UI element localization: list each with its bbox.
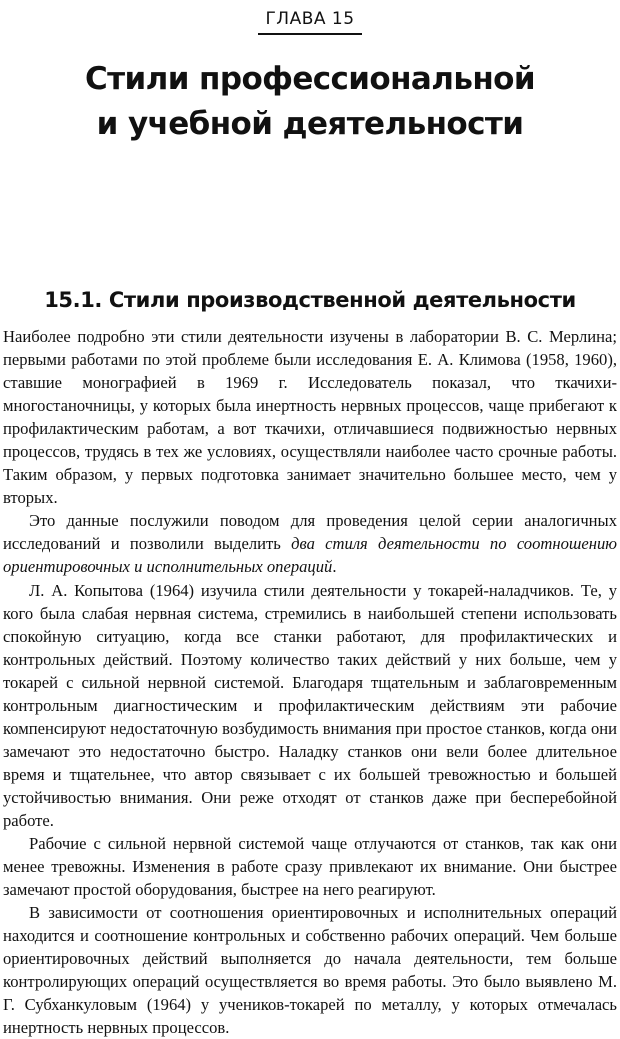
paragraph-5: В зависимости от соотношения ориентировочных и исполнительных операций находится и соотношение контрольных и собственно рабочих операций. Чем больше ориентировочных действий выполняется до начала деятельности, тем больше контролирующих операций осуществляется во время работы. Это было выявлено М. Г. Субханкуловым (1964) у учеников-токарей по металлу, у которых отмечалась инертность нервных процессов. [3,903,617,1038]
paragraph-2-text-after: . [332,557,337,577]
body-text [3,325,617,1039]
paragraph-1: Наиболее подробно эти стили деятельности изучены в лаборатории В. С. Мерлина; первыми работами по этой проблеме были исследования Е. А. Климова (1958, 1960), ставшие монографией в 1969 г. Исследователь показал, что ткачихи-многостаночницы, у которых была инертность нервных процессов, чаще прибегают к профилактическим работам, а вот ткачихи, отличавшиеся подвижностью нервных процессов, трудясь в тех же условиях, осуществляли наиболее часто срочные работы. Таким образом, у первых подготовка занимает значительно большее место, чем у вторых. [3,327,617,508]
chapter-title-line-2: и учебной деятельности [96,106,524,142]
paragraph-2-emphasis: два стиля деятельности по соотношению ориентировочных и исполнительных операций [3,534,617,577]
paragraph-2 [3,509,617,578]
paragraph-4: Рабочие с сильной нервной системой чаще отлучаются от станков, так как они менее тревожны. Изменения в работе сразу привлекают их внимание. Они быстрее замечают простой оборудования, быстрее на него реагируют. [3,834,617,900]
chapter-label: ГЛАВА 15 [258,8,362,35]
paragraph-2-text-before: Это данные послужили поводом для проведения целой серии аналогичных исследований и позволили выделить [3,511,617,554]
chapter-title [0,57,620,147]
paragraph-3: Л. А. Копытова (1964) изучила стили деятельности у токарей-наладчиков. Те, у кого была слабая нервная система, стремились в наибольшей степени использовать спокойную ситуацию, когда все станки работают, для профилактических и контрольных действий. Поэтому количество таких действий у них больше, чем у токарей с сильной нервной системой. Благодаря тщательным и заблаговременным контрольным диагностическим и профилактическим действиям эти рабочие компенсируют недостаточную возбудимость внимания при простое станков, когда они замечают это недостаточно быстро. Наладку станков они вели более длительное время и тщательнее, что автор связывает с их большей тревожностью и большей устойчивостью внимания. Они реже отходят от станков даже при бесперебойной работе. [3,580,617,830]
chapter-title-line-1: Стили профессиональной [85,61,535,97]
section-title: 15.1. Стили производственной деятельности [44,288,576,312]
